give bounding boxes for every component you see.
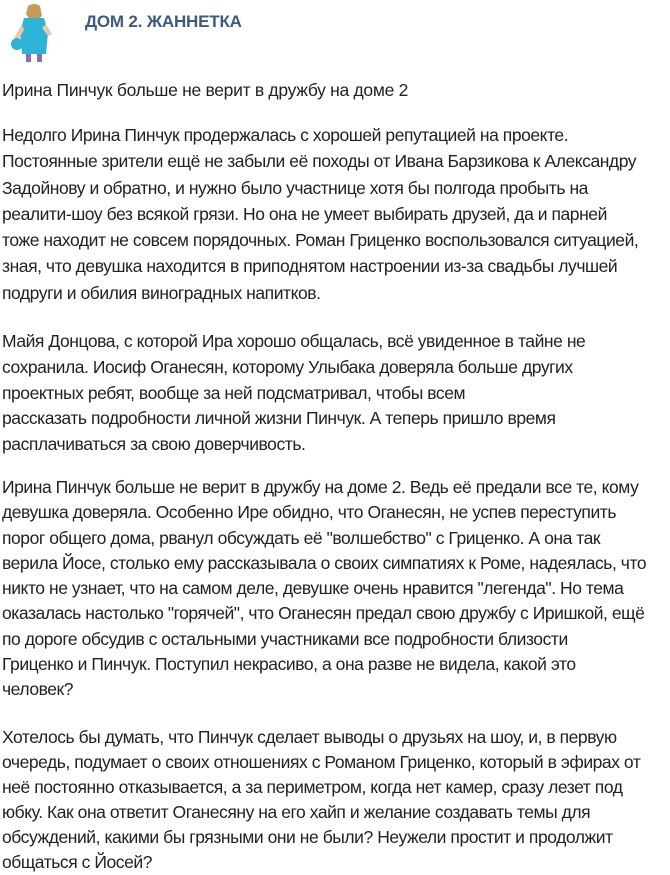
text-line: Задойнову и обратно, и нужно было участнице хотя бы полгода пробыть на xyxy=(2,177,588,198)
text-line: неё постоянно отказывается, а за периметром, когда нет камер, сразу лезет под xyxy=(2,777,623,797)
text-line: человек? xyxy=(2,679,74,700)
text-line: по дороге обсудив с остальными участниками все подробности близости xyxy=(2,628,568,649)
channel-avatar-icon[interactable] xyxy=(8,2,60,64)
text-line: Постоянные зрители ещё не забыли её походы от Ивана Барзикова к Александру xyxy=(2,151,637,172)
text-line: проектных ребят, вообще за ней подсматривал, чтобы всем xyxy=(2,382,466,403)
text-line: Гриценко и Пинчук. Поступил некрасиво, а она разве не видела, какой это xyxy=(2,654,576,675)
paragraph-2 xyxy=(2,329,585,458)
text-line: расплачиваться за свою доверчивость. xyxy=(2,434,306,455)
text-line: верила Йосе, столько ему рассказывала о своих симпатиях к Роме, надеялась, что xyxy=(2,552,647,573)
text-line: общаться с Йосей? xyxy=(2,852,152,872)
text-line: Ирина Пинчук больше не верит в дружбу на доме 2. Ведь её предали все те, кому xyxy=(2,477,639,497)
text-line: реалити-шоу без всякой грязи. Но она не умеет выбирать друзей, да и парней xyxy=(2,203,607,224)
paragraph-1 xyxy=(2,122,638,306)
text-line: сохранила. Иосиф Оганесян, которому Улыбака доверяла больше других xyxy=(2,356,573,377)
text-line: рассказать подробности личной жизни Пинчук. А теперь пришло время xyxy=(2,408,556,429)
text-line: Майя Донцова, с которой Ира хорошо общалась, всё увиденное в тайне не xyxy=(2,331,586,351)
text-line: подруги и обилия виноградных напитков. xyxy=(2,282,321,303)
paragraph-3 xyxy=(2,475,646,703)
text-line: обсуждений, какими бы грязными они не были? Неужели простит и продолжит xyxy=(2,827,613,847)
text-line: Хотелось бы думать, что Пинчук сделает выводы о друзьях на шоу, и, в первую xyxy=(2,727,617,747)
text-line: оказалась настолько "горячей", что Оганесян предал свою дружбу с Иришкой, ещё xyxy=(2,603,645,624)
text-line: девушка доверяла. Особенно Ире обидно, что Оганесян, не успев переступить xyxy=(2,502,617,523)
text-line: порог общего дома, рванул обсуждать её "волшебство" с Гриценко. А она так xyxy=(2,527,601,548)
text-line: тоже находит не совсем порядочных. Роман Гриценко воспользовался ситуацией, xyxy=(2,230,639,251)
post-headline: Ирина Пинчук больше не верит в дружбу на доме 2 xyxy=(2,80,409,100)
text-line: юбку. Как она ответит Оганесяну на его хайп и желание создавать темы для xyxy=(2,802,591,822)
paragraph-4 xyxy=(2,725,640,875)
text-line: никто не узнает, что на самом деле, девушке очень нравится "легенда". Но тема xyxy=(2,578,624,599)
channel-name-link[interactable]: ДОМ 2. ЖАННЕТКА xyxy=(85,12,242,31)
text-line: очередь, подумает о своих отношениях с Романом Гриценко, который в эфирах от xyxy=(2,752,641,772)
text-line: Недолго Ирина Пинчук продержалась с хорошей репутацией на проекте. xyxy=(2,125,569,145)
text-line: зная, что девушка находится в приподнятом настроении из-за свадьбы лучшей xyxy=(2,256,618,277)
